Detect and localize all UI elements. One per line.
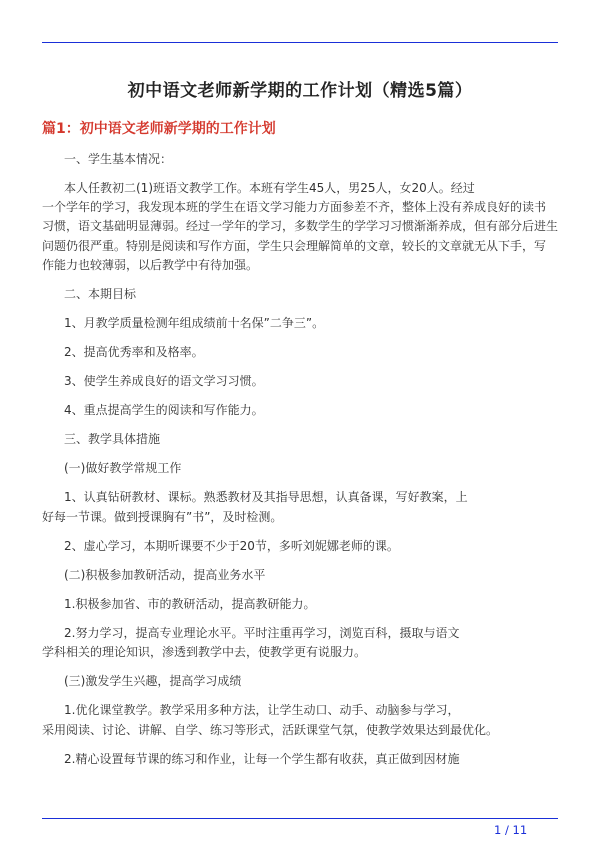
heading-measures: 三、教学具体措施 [64,432,161,446]
subheading: (三)激发学生兴趣，提高学习成绩 [64,674,242,688]
paragraph-line: 作能力也较薄弱，以后教学中有待加强。 [42,258,259,272]
page-indicator: 1 / 11 [494,823,528,837]
paragraph-line: 问题仍很严重。特别是阅读和写作方面，学生只会理解简单的文章，较长的文章就无从下手，写 [42,239,547,253]
paragraph-line: 2.精心设置每节课的练习和作业，让每一个学生都有收获，真正做到因材施 [64,752,460,766]
goal-item: 1、月教学质量检测年组成绩前十名保”二争三”。 [64,316,325,330]
paragraph-line: 2、虚心学习，本期听课要不少于20节，多听刘妮娜老师的课。 [64,539,399,553]
paragraph-line: 习惯，语文基础明显薄弱。经过一学年的学习，多数学生的学学习习惯渐渐养成，但有部分后进生 [42,219,559,233]
paragraph-line: 采用阅读、讨论、讲解、自学、练习等形式，活跃课堂气氛，使教学效果达到最优化。 [42,723,499,737]
document-title: 初中语文老师新学期的工作计划（精选5篇） [127,81,473,101]
paragraph-line: 一个学年的学习，我发现本班的学生在语文学习能力方面参差不齐，整体上没有养成良好的读书 [42,200,547,214]
paragraph-line: 2.努力学习，提高专业理论水平。平时注重再学习，浏览百科，摄取与语文 [64,626,460,640]
footer-rule [42,818,558,819]
header-rule [42,42,558,43]
paragraph-line: 1、认真钻研教材、课标。熟悉教材及其指导思想，认真备课，写好教案，上 [64,490,468,504]
paragraph-line: 学科相关的理论知识，渗透到教学中去，使教学更有说服力。 [42,645,367,659]
heading-student-info: 一、学生基本情况： [64,152,173,166]
paragraph-line: 好每一节课。做到授课胸有”书”，及时检测。 [42,510,283,524]
goal-item: 2、提高优秀率和及格率。 [64,345,204,359]
subheading: (二)积极参加教研活动，提高业务水平 [64,568,266,582]
section-title: 篇1：初中语文老师新学期的工作计划 [42,121,276,137]
goal-item: 3、使学生养成良好的语文学习习惯。 [64,374,264,388]
paragraph-line: 1.优化课堂教学。教学采用多种方法，让学生动口、动手、动脑参与学习， [64,703,460,717]
heading-goals: 二、本期目标 [64,287,137,301]
goal-item: 4、重点提高学生的阅读和写作能力。 [64,403,264,417]
subheading: (一)做好教学常规工作 [64,461,182,475]
paragraph-line: 本人任教初二(1)班语文教学工作。本班有学生45人，男25人，女20人。经过 [64,181,475,195]
paragraph-line: 1.积极参加省、市的教研活动，提高教研能力。 [64,597,316,611]
